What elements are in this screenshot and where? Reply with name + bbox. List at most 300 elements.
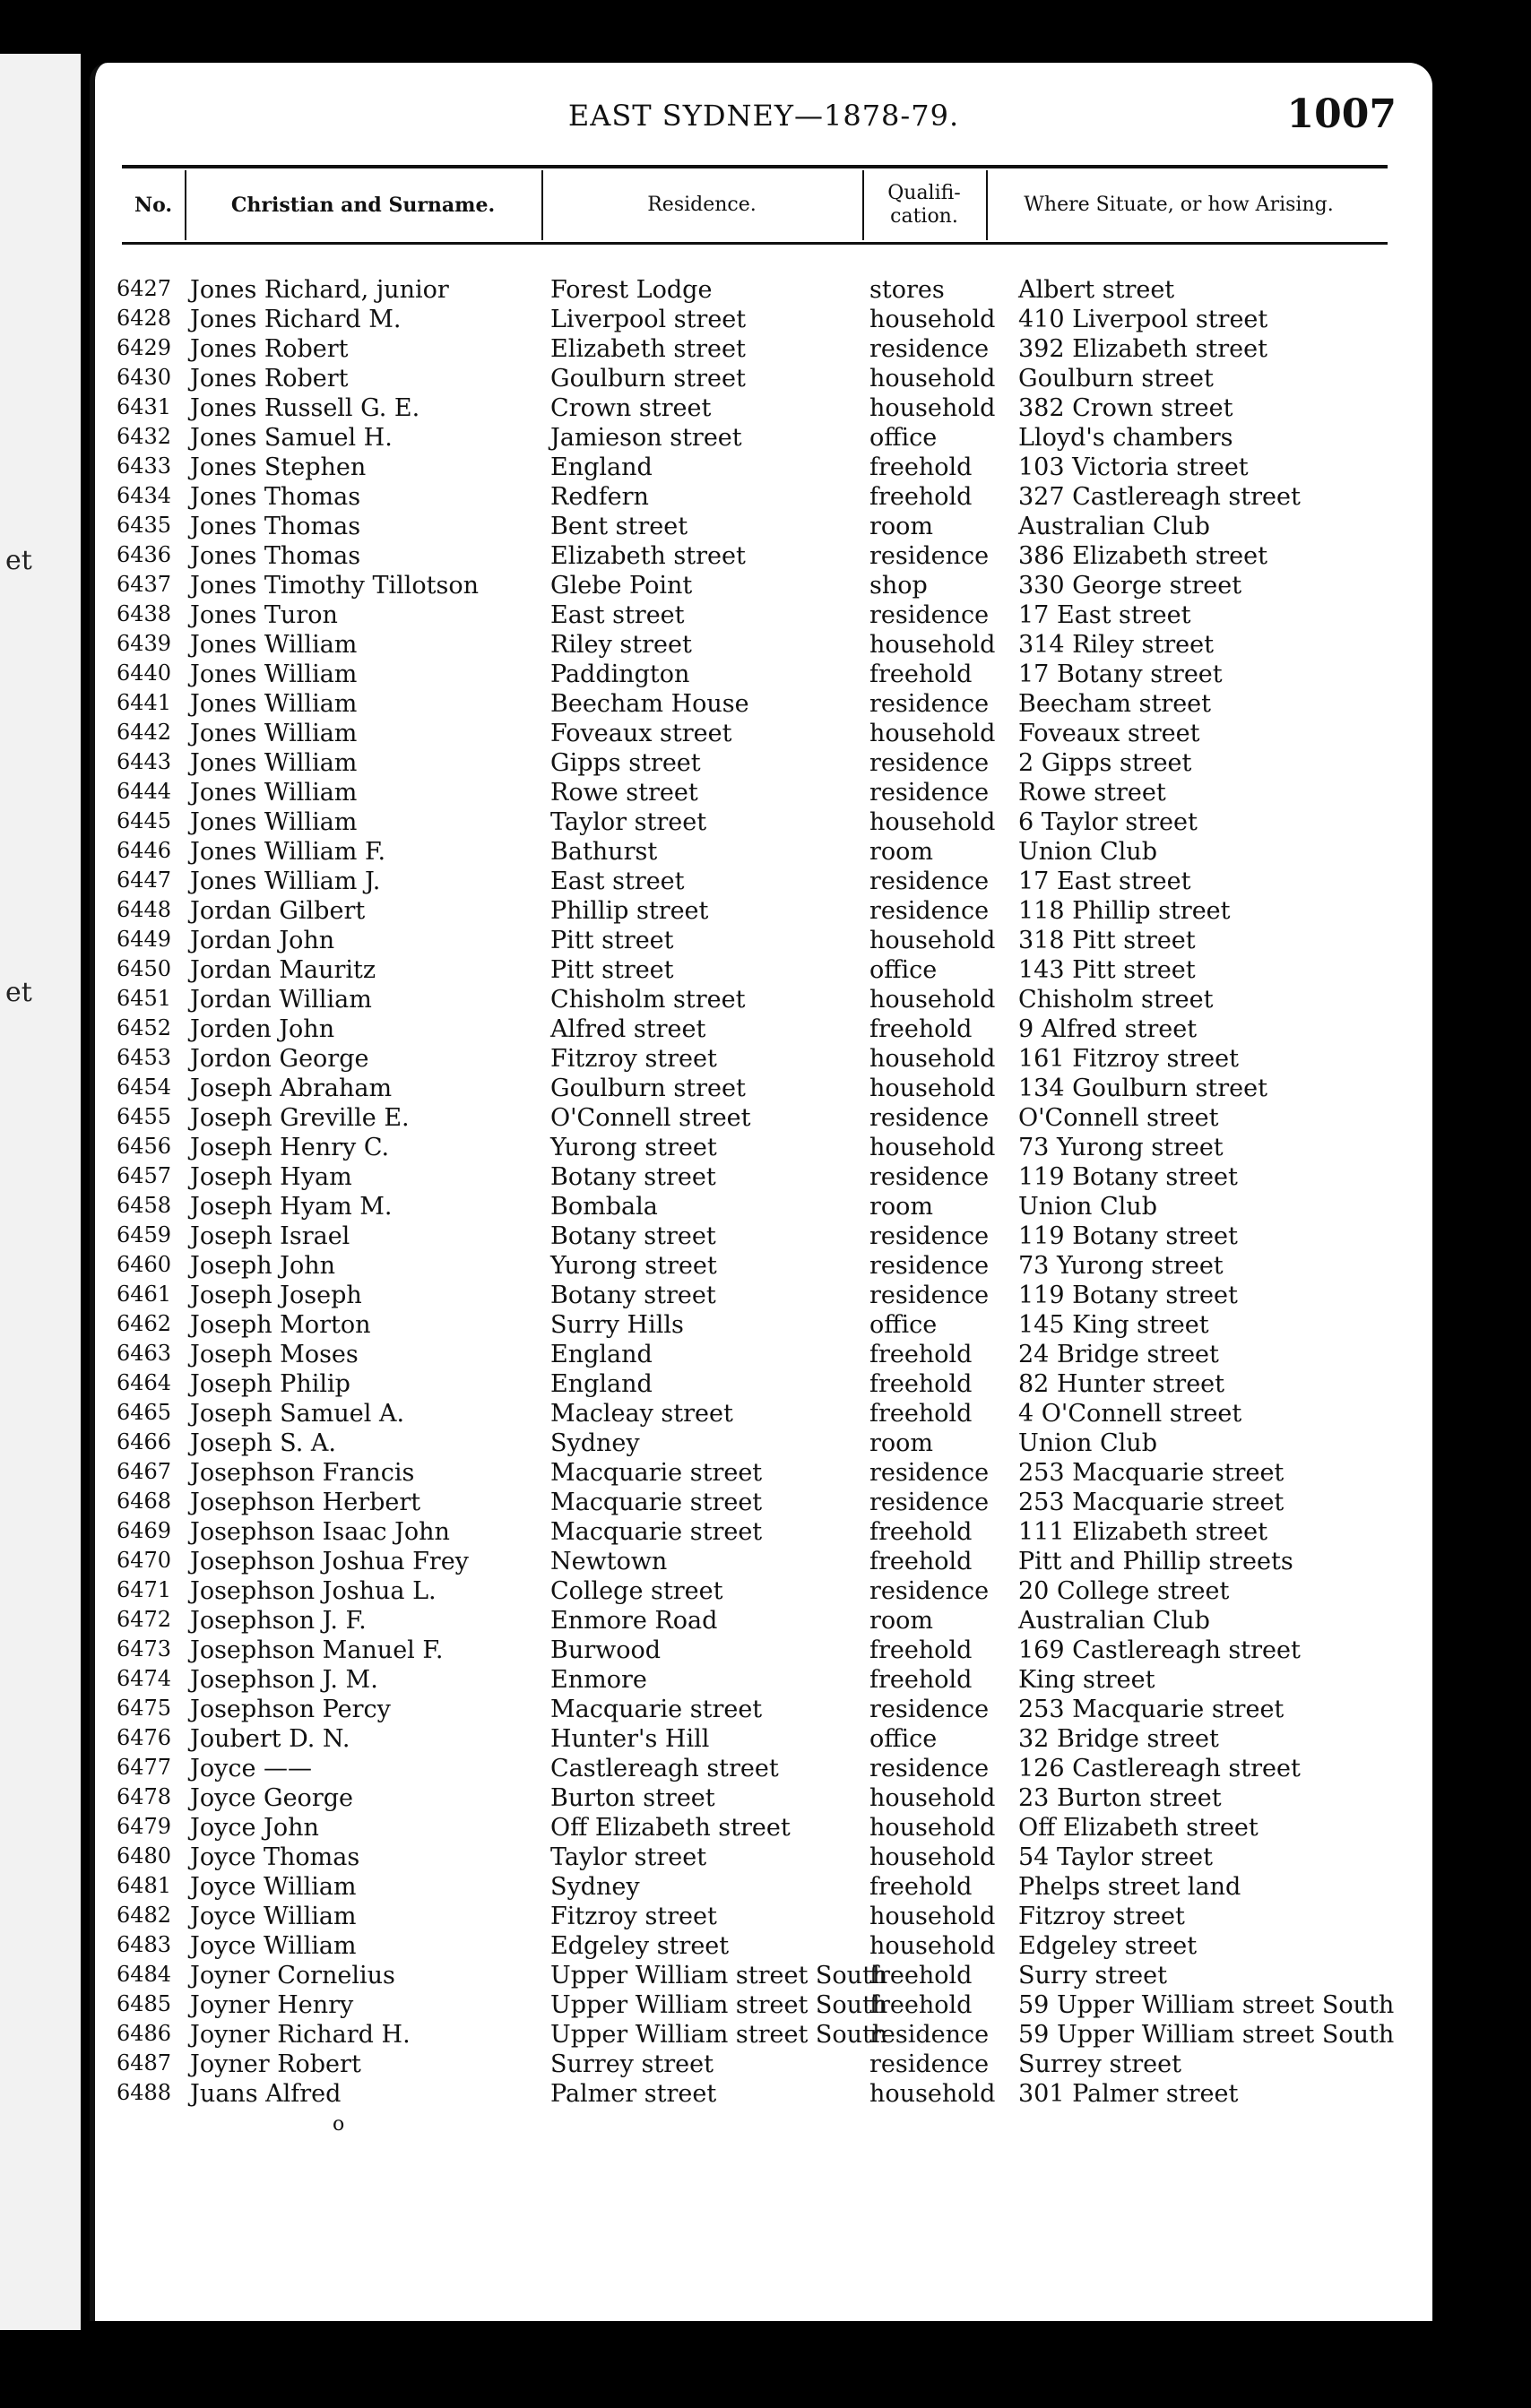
entry-name: Josephson Herbert — [190, 1489, 421, 1516]
table-row — [113, 1903, 1431, 1932]
entry-number: 6447 — [117, 867, 172, 893]
entry-where-situate: 382 Crown street — [1018, 394, 1233, 422]
adjacent-page-fragment: et — [5, 545, 32, 576]
entry-where-situate: 6 Taylor street — [1018, 808, 1198, 836]
table-row — [113, 1015, 1431, 1045]
entry-qualification: freehold — [869, 1015, 973, 1043]
entry-name: Joseph Hyam — [190, 1163, 352, 1191]
entry-number: 6444 — [117, 779, 172, 804]
entry-number: 6477 — [117, 1755, 172, 1780]
entry-name: Jones William — [190, 779, 358, 807]
entry-residence: Yurong street — [550, 1134, 717, 1161]
entry-where-situate: 119 Botany street — [1018, 1222, 1238, 1250]
entry-residence: Upper William street South — [550, 1962, 888, 1989]
entry-qualification: household — [869, 808, 996, 836]
entry-number: 6484 — [117, 1962, 172, 1987]
entry-number: 6437 — [117, 572, 172, 597]
entry-qualification: household — [869, 1045, 996, 1073]
entry-qualification: freehold — [869, 1518, 973, 1546]
entry-residence: Rowe street — [550, 779, 698, 807]
table-row — [113, 1755, 1431, 1784]
entry-number: 6430 — [117, 365, 172, 390]
entry-name: Joyce William — [190, 1903, 357, 1930]
entry-residence: Jamieson street — [550, 424, 742, 452]
entry-number: 6457 — [117, 1163, 172, 1188]
entry-name: Jones Thomas — [190, 542, 361, 570]
entry-residence: Bent street — [550, 513, 688, 540]
entry-residence: Redfern — [550, 483, 649, 511]
entry-residence: England — [550, 1370, 653, 1398]
entry-number: 6440 — [117, 660, 172, 686]
table-row — [113, 1548, 1431, 1577]
entry-number: 6474 — [117, 1666, 172, 1691]
entry-where-situate: 24 Bridge street — [1018, 1341, 1219, 1368]
table-row — [113, 542, 1431, 572]
entry-where-situate: 73 Yurong street — [1018, 1134, 1224, 1161]
column-header-qualification: Qualifi-cation. — [887, 181, 961, 228]
table-row — [113, 1932, 1431, 1962]
entry-qualification: freehold — [869, 1666, 973, 1694]
entry-name: Jones Thomas — [190, 483, 361, 511]
entry-residence: Burton street — [550, 1784, 715, 1812]
entry-number: 6435 — [117, 513, 172, 538]
entry-qualification: residence — [869, 542, 990, 570]
table-row — [113, 956, 1431, 986]
entry-residence: Sydney — [550, 1873, 640, 1901]
entry-qualification: room — [869, 1193, 934, 1221]
entry-number: 6469 — [117, 1518, 172, 1543]
entry-residence: Botany street — [550, 1222, 716, 1250]
entry-qualification: room — [869, 1429, 934, 1457]
entry-where-situate: 169 Castlereagh street — [1018, 1636, 1301, 1664]
entry-where-situate: King street — [1018, 1666, 1155, 1694]
entry-number: 6432 — [117, 424, 172, 449]
entry-name: Jones Turon — [190, 601, 338, 629]
table-row — [113, 1282, 1431, 1311]
entry-qualification: freehold — [869, 1636, 973, 1664]
entry-where-situate: Chisholm street — [1018, 986, 1214, 1014]
entry-name: Joseph Joseph — [190, 1282, 362, 1309]
entry-name: Joseph Henry C. — [190, 1134, 390, 1161]
table-row — [113, 513, 1431, 542]
table-row — [113, 1814, 1431, 1843]
entry-where-situate: Australian Club — [1018, 1607, 1210, 1635]
entry-name: Jones Thomas — [190, 513, 361, 540]
entry-name: Jordan Mauritz — [190, 956, 376, 984]
entry-name: Jones Richard, junior — [190, 276, 449, 304]
entry-number: 6449 — [117, 927, 172, 952]
entry-number: 6446 — [117, 838, 172, 863]
entry-qualification: household — [869, 1843, 996, 1871]
entry-residence: Liverpool street — [550, 306, 747, 333]
table-row — [113, 1400, 1431, 1429]
entry-qualification: residence — [869, 2021, 990, 2049]
entry-where-situate: Union Club — [1018, 1429, 1157, 1457]
entry-number: 6463 — [117, 1341, 172, 1366]
entry-name: Joseph Israel — [190, 1222, 350, 1250]
entry-name: Joseph Hyam M. — [190, 1193, 393, 1221]
entry-number: 6485 — [117, 1991, 172, 2016]
entry-name: Josephson J. F. — [190, 1607, 367, 1635]
entry-residence: Macquarie street — [550, 1518, 763, 1546]
table-row — [113, 453, 1431, 483]
table-row — [113, 365, 1431, 394]
entry-residence: Goulburn street — [550, 365, 746, 393]
entry-residence: Pitt street — [550, 956, 674, 984]
entry-number: 6468 — [117, 1489, 172, 1514]
entry-name: Jones William J. — [190, 867, 381, 895]
entry-residence: Fitzroy street — [550, 1045, 717, 1073]
entry-number: 6479 — [117, 1814, 172, 1839]
entry-where-situate: 318 Pitt street — [1018, 927, 1196, 954]
entry-number: 6480 — [117, 1843, 172, 1869]
table-row — [113, 897, 1431, 927]
entry-where-situate: Phelps street land — [1018, 1873, 1241, 1901]
entry-qualification: household — [869, 720, 996, 747]
table-row — [113, 1163, 1431, 1193]
entry-qualification: household — [869, 1134, 996, 1161]
entry-qualification: household — [869, 365, 996, 393]
entry-number: 6483 — [117, 1932, 172, 1957]
entry-residence: Fitzroy street — [550, 1903, 717, 1930]
entry-where-situate: 119 Botany street — [1018, 1282, 1238, 1309]
entry-number: 6470 — [117, 1548, 172, 1573]
entry-residence: Upper William street South — [550, 2021, 888, 2049]
entry-qualification: residence — [869, 1755, 990, 1782]
entry-name: Josephson Percy — [190, 1696, 391, 1723]
entry-qualification: freehold — [869, 1341, 973, 1368]
entry-name: Jones Robert — [190, 335, 349, 363]
entry-number: 6455 — [117, 1104, 172, 1129]
table-row — [113, 1607, 1431, 1636]
entry-name: Joyner Robert — [190, 2050, 361, 2078]
entry-name: Jordan William — [190, 986, 372, 1014]
entry-where-situate: 314 Riley street — [1018, 631, 1214, 659]
entry-where-situate: Off Elizabeth street — [1018, 1814, 1259, 1842]
table-row — [113, 1459, 1431, 1489]
entry-residence: England — [550, 1341, 653, 1368]
entry-number: 6443 — [117, 749, 172, 774]
entry-residence: Burwood — [550, 1636, 662, 1664]
table-row — [113, 1222, 1431, 1252]
table-row — [113, 1666, 1431, 1696]
entry-where-situate: 253 Macquarie street — [1018, 1696, 1284, 1723]
entry-name: Jones William — [190, 631, 358, 659]
entry-residence: Taylor street — [550, 1843, 707, 1871]
entry-residence: Macquarie street — [550, 1489, 763, 1516]
entry-qualification: freehold — [869, 1962, 973, 1989]
entry-where-situate: 82 Hunter street — [1018, 1370, 1225, 1398]
entry-where-situate: 2 Gipps street — [1018, 749, 1192, 777]
entry-name: Joyner Richard H. — [190, 2021, 411, 2049]
table-row — [113, 1075, 1431, 1104]
entry-number: 6459 — [117, 1222, 172, 1247]
entry-number: 6453 — [117, 1045, 172, 1070]
entry-qualification: residence — [869, 1222, 990, 1250]
entry-qualification: residence — [869, 897, 990, 925]
entry-qualification: household — [869, 1932, 996, 1960]
entry-number: 6431 — [117, 394, 172, 419]
entry-where-situate: 126 Castlereagh street — [1018, 1755, 1301, 1782]
entry-where-situate: Surry street — [1018, 1962, 1167, 1989]
entry-qualification: residence — [869, 601, 990, 629]
entry-residence: Foveaux street — [550, 720, 732, 747]
entry-number: 6428 — [117, 306, 172, 331]
entry-residence: Palmer street — [550, 2080, 717, 2108]
entry-qualification: shop — [869, 572, 928, 600]
entry-residence: Edgeley street — [550, 1932, 730, 1960]
entry-name: Josephson J. M. — [190, 1666, 378, 1694]
entry-number: 6462 — [117, 1311, 172, 1336]
running-title: EAST SYDNEY—1878-79. — [567, 99, 960, 133]
entry-residence: Surrey street — [550, 2050, 714, 2078]
entry-qualification: household — [869, 1075, 996, 1102]
entry-residence: Bathurst — [550, 838, 658, 866]
entry-where-situate: 23 Burton street — [1018, 1784, 1222, 1812]
entry-number: 6450 — [117, 956, 172, 981]
entry-where-situate: Lloyd's chambers — [1018, 424, 1233, 452]
column-header-residence: Residence. — [647, 193, 757, 216]
entry-where-situate: 54 Taylor street — [1018, 1843, 1214, 1871]
entry-name: Jones William — [190, 690, 358, 718]
table-row — [113, 1962, 1431, 1991]
entry-where-situate: 253 Macquarie street — [1018, 1489, 1284, 1516]
entry-residence: Macquarie street — [550, 1696, 763, 1723]
entry-number: 6451 — [117, 986, 172, 1011]
entry-qualification: freehold — [869, 453, 973, 481]
table-row — [113, 1429, 1431, 1459]
entry-residence: Macquarie street — [550, 1459, 763, 1487]
entry-name: Joyce George — [190, 1784, 353, 1812]
table-row — [113, 779, 1431, 808]
entry-name: Jones Russell G. E. — [190, 394, 420, 422]
entry-name: Joseph Morton — [190, 1311, 371, 1339]
entry-qualification: residence — [869, 1104, 990, 1132]
column-header-where: Where Situate, or how Arising. — [1024, 193, 1334, 216]
entry-where-situate: 134 Goulburn street — [1018, 1075, 1267, 1102]
entry-where-situate: 143 Pitt street — [1018, 956, 1196, 984]
entry-name: Jones William — [190, 749, 358, 777]
table-row — [113, 1341, 1431, 1370]
entry-residence: Gipps street — [550, 749, 701, 777]
entry-number: 6439 — [117, 631, 172, 656]
entry-residence: College street — [550, 1577, 723, 1605]
entry-number: 6464 — [117, 1370, 172, 1395]
entry-where-situate: Surrey street — [1018, 2050, 1181, 2078]
entry-residence: Chisholm street — [550, 986, 746, 1014]
entry-qualification: residence — [869, 749, 990, 777]
entry-number: 6488 — [117, 2080, 172, 2105]
entry-name: Jones Robert — [190, 365, 349, 393]
entry-residence: Elizabeth street — [550, 542, 746, 570]
entry-name: Jorden John — [190, 1015, 335, 1043]
entry-residence: Enmore Road — [550, 1607, 718, 1635]
entry-where-situate: Australian Club — [1018, 513, 1210, 540]
entry-qualification: freehold — [869, 1548, 973, 1575]
table-row — [113, 720, 1431, 749]
entry-qualification: residence — [869, 2050, 990, 2078]
entry-number: 6471 — [117, 1577, 172, 1602]
page-number: 1007 — [1286, 91, 1397, 137]
table-row — [113, 1134, 1431, 1163]
entry-where-situate: 330 George street — [1018, 572, 1242, 600]
entry-name: Joseph Samuel A. — [190, 1400, 405, 1428]
entry-name: Joyce William — [190, 1873, 357, 1901]
entry-number: 6466 — [117, 1429, 172, 1454]
entry-where-situate: 301 Palmer street — [1018, 2080, 1239, 2108]
entry-where-situate: 17 East street — [1018, 601, 1191, 629]
entry-residence: Upper William street South — [550, 1991, 888, 2019]
entry-qualification: household — [869, 986, 996, 1014]
entry-number: 6482 — [117, 1903, 172, 1928]
entry-number: 6473 — [117, 1636, 172, 1661]
entry-where-situate: Beecham street — [1018, 690, 1212, 718]
entry-number: 6427 — [117, 276, 172, 301]
entry-name: Jordan John — [190, 927, 335, 954]
table-row — [113, 749, 1431, 779]
entry-where-situate: Pitt and Phillip streets — [1018, 1548, 1293, 1575]
entry-number: 6452 — [117, 1015, 172, 1040]
table-row — [113, 1104, 1431, 1134]
table-row — [113, 306, 1431, 335]
entry-qualification: household — [869, 927, 996, 954]
entry-number: 6445 — [117, 808, 172, 833]
table-row — [113, 1991, 1431, 2021]
entry-qualification: residence — [869, 1696, 990, 1723]
electoral-roll-list — [113, 276, 1431, 2110]
entry-residence: East street — [550, 601, 685, 629]
header-rule-top — [122, 165, 1388, 168]
entry-qualification: residence — [869, 779, 990, 807]
entry-name: Joseph Philip — [190, 1370, 350, 1398]
entry-name: Josephson Francis — [190, 1459, 415, 1487]
entry-qualification: freehold — [869, 1873, 973, 1901]
table-row — [113, 1873, 1431, 1903]
entry-residence: O'Connell street — [550, 1104, 751, 1132]
entry-where-situate: 118 Phillip street — [1018, 897, 1231, 925]
entry-where-situate: 119 Botany street — [1018, 1163, 1238, 1191]
entry-residence: Bombala — [550, 1193, 658, 1221]
entry-residence: Glebe Point — [550, 572, 693, 600]
entry-residence: England — [550, 453, 653, 481]
entry-name: Joubert D. N. — [190, 1725, 350, 1753]
entry-name: Jones Samuel H. — [190, 424, 393, 452]
entry-residence: Phillip street — [550, 897, 709, 925]
entry-qualification: household — [869, 306, 996, 333]
entry-name: Josephson Joshua L. — [190, 1577, 437, 1605]
table-row — [113, 394, 1431, 424]
entry-residence: Macleay street — [550, 1400, 733, 1428]
entry-number: 6487 — [117, 2050, 172, 2076]
entry-residence: Alfred street — [550, 1015, 706, 1043]
entry-name: Jones Richard M. — [190, 306, 402, 333]
entry-where-situate: 20 College street — [1018, 1577, 1230, 1605]
entry-qualification: stores — [869, 276, 945, 304]
entry-where-situate: 4 O'Connell street — [1018, 1400, 1242, 1428]
entry-number: 6438 — [117, 601, 172, 626]
entry-where-situate: 410 Liverpool street — [1018, 306, 1268, 333]
entry-qualification: household — [869, 2080, 996, 2108]
table-row — [113, 2080, 1431, 2110]
entry-residence: Elizabeth street — [550, 335, 746, 363]
footer-mark: o — [333, 2113, 345, 2136]
entry-qualification: room — [869, 513, 934, 540]
entry-residence: Enmore — [550, 1666, 647, 1694]
table-row — [113, 690, 1431, 720]
entry-name: Joyce John — [190, 1814, 319, 1842]
entry-name: Joyce —— — [190, 1755, 313, 1782]
table-row — [113, 867, 1431, 897]
entry-name: Jones William F. — [190, 838, 386, 866]
entry-residence: Taylor street — [550, 808, 707, 836]
table-row — [113, 631, 1431, 660]
table-row — [113, 660, 1431, 690]
table-row — [113, 1636, 1431, 1666]
entry-where-situate: 386 Elizabeth street — [1018, 542, 1267, 570]
entry-where-situate: Union Club — [1018, 1193, 1157, 1221]
entry-name: Jones Timothy Tillotson — [190, 572, 479, 600]
entry-number: 6456 — [117, 1134, 172, 1159]
entry-number: 6454 — [117, 1075, 172, 1100]
entry-residence: Newtown — [550, 1548, 668, 1575]
entry-number: 6458 — [117, 1193, 172, 1218]
entry-number: 6478 — [117, 1784, 172, 1809]
entry-residence: Forest Lodge — [550, 276, 713, 304]
entry-where-situate: Union Club — [1018, 838, 1157, 866]
entry-qualification: residence — [869, 867, 990, 895]
entry-name: Josephson Joshua Frey — [190, 1548, 469, 1575]
entry-where-situate: Foveaux street — [1018, 720, 1200, 747]
table-row — [113, 927, 1431, 956]
entry-number: 6460 — [117, 1252, 172, 1277]
entry-where-situate: 59 Upper William street South — [1018, 2021, 1395, 2049]
table-row — [113, 1489, 1431, 1518]
entry-name: Josephson Manuel F. — [190, 1636, 444, 1664]
entry-number: 6472 — [117, 1607, 172, 1632]
entry-name: Juans Alfred — [190, 2080, 342, 2108]
entry-residence: Surry Hills — [550, 1311, 684, 1339]
entry-qualification: freehold — [869, 1991, 973, 2019]
document-page — [90, 63, 1432, 2321]
entry-number: 6429 — [117, 335, 172, 360]
table-row — [113, 276, 1431, 306]
entry-where-situate: 327 Castlereagh street — [1018, 483, 1301, 511]
table-row — [113, 572, 1431, 601]
entry-qualification: office — [869, 956, 938, 984]
entry-residence: Pitt street — [550, 927, 674, 954]
entry-residence: East street — [550, 867, 685, 895]
entry-where-situate: 32 Bridge street — [1018, 1725, 1219, 1753]
entry-residence: Botany street — [550, 1282, 716, 1309]
entry-where-situate: 253 Macquarie street — [1018, 1459, 1284, 1487]
entry-residence: Hunter's Hill — [550, 1725, 710, 1753]
entry-residence: Paddington — [550, 660, 690, 688]
entry-name: Joseph Abraham — [190, 1075, 393, 1102]
entry-name: Jordan Gilbert — [190, 897, 366, 925]
entry-qualification: office — [869, 1725, 938, 1753]
entry-where-situate: 59 Upper William street South — [1018, 1991, 1395, 2019]
entry-where-situate: Rowe street — [1018, 779, 1166, 807]
table-row — [113, 1577, 1431, 1607]
entry-qualification: residence — [869, 1459, 990, 1487]
entry-qualification: freehold — [869, 1400, 973, 1428]
table-row — [113, 1725, 1431, 1755]
entry-qualification: household — [869, 394, 996, 422]
table-row — [113, 986, 1431, 1015]
entry-qualification: freehold — [869, 660, 973, 688]
entry-name: Joseph Moses — [190, 1341, 359, 1368]
entry-residence: Yurong street — [550, 1252, 717, 1280]
